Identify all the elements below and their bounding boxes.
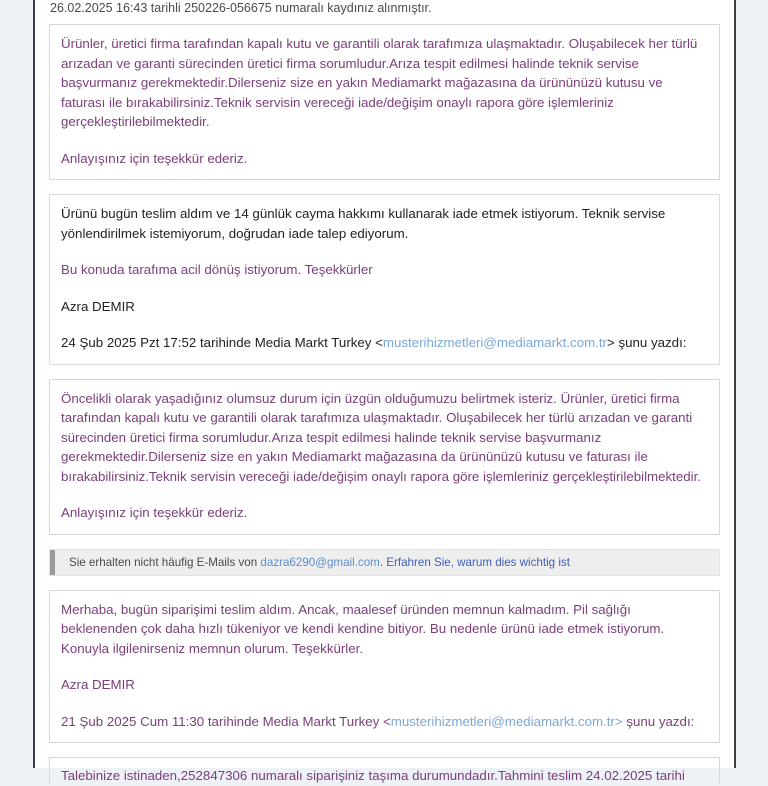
quote-1-paragraph-1: Ürünler, üretici firma tarafından kapalı kutu ve garantili olarak tarafımıza ulaşmaktadır. Oluşabilecek her türlü arızadan ve garanti sürecinden üretici firma sorumludur.Arıza tespit edilmesi halinde teknik servise başvurmanız gerekmektedir.Dilerseniz size en yakın Mediamarkt mağazasına da ürününüzü kutusu ve faturası ile bırakabilirsiniz.Teknik servisin vereceği iade/değişim onaylı rapora göre işlemleriniz gerçekleştirilebilmektedir. [61,36,698,129]
attribution-tail: şunu yazdı: [618,335,687,350]
reply-1-highlight: Bu konuda tarafıma acil dönüş istiyorum. Teşekkürler [61,262,373,277]
quote-block-3 [49,590,720,744]
quote-3-attribution-suffix: > [614,713,623,729]
email-content-column [35,0,734,783]
attribution-suffix: > [606,335,615,350]
quote-2-paragraph-2: Anlayışınız için teşekkür ederiz. [61,505,248,520]
sender-email-link[interactable]: musterihizmetleri@mediamarkt.com.tr [382,335,607,350]
page-rule-right [734,0,736,768]
notice-sender-email[interactable]: dazra6290@gmail.com [260,555,380,569]
quote-1-paragraph-2: Anlayışınız için teşekkür ederiz. [61,150,248,166]
quote-3-sender-email-link[interactable]: musterihizmetleri@mediamarkt.com.tr [390,713,615,729]
infrequent-sender-notice [49,549,720,576]
reply-1-body: Ürünü bugün teslim aldım ve 14 günlük cayma hakkımı kullanarak iade etmek istiyorum. Teknik servise yönlendirilmek istemiyorum, doğrudan iade talep ediyorum. [61,206,666,241]
notice-learn-more-link[interactable]: Erfahren Sie, warum dies wichtig ist [386,555,570,569]
quote-block-4-clipped [49,757,720,783]
reply-block-1 [49,194,720,365]
notice-separator: . [379,555,384,569]
notice-text-before: Sie erhalten nicht häufig E-Mails von [69,555,258,569]
quote-block-2 [49,379,720,535]
reply-1-signature: Azra DEMIR [61,298,135,314]
quote-3-signature: Azra DEMIR [61,677,135,692]
quote-3-body: Merhaba, bugün siparişimi teslim aldım. Ancak, maalesef üründen memnun kalmadım. Pil sağlığı beklenenden çok daha hızlı tükeniyor ve kendi kendine bitiyor. Bu nedenle ürünü iade etmek istiyorum. Konuyla ilgilenirseniz memnun olurum. Teşekkürler. [61,601,665,656]
quote-4-text: Talebinize istinaden,252847306 numaralı siparişiniz taşıma durumundadır.Tahmini teslim 24.02.2025 tarihi [61,768,685,783]
quote-3-attribution-prefix: 21 Şub 2025 Cum 11:30 tarihinde Media Markt Turkey < [61,713,391,729]
clipped-top-line: 26.02.2025 16:43 tarihli 250226-056675 numaralı kaydınız alınmıştır. [50,1,432,15]
notice-text [55,550,580,575]
reply-1-attribution [61,333,708,353]
quote-3-attribution-tail: şunu yazdı: [626,713,695,729]
quote-2-paragraph-1: Öncelikli olarak yaşadığınız olumsuz durum için üzgün olduğumuzu belirtmek isteriz. Ürünler, üretici firma tarafından kapalı kutu ve garantili olarak tarafımıza ulaşmaktadır. Oluşabilecek her türlü arızadan ve garanti sürecinden üretici firma sorumludur.Arıza tespit edilmesi halinde teknik servise başvurmanız gerekmektedir.Dilerseniz size en yakın Mediamarkt mağazasına da ürününüzü kutusu ve faturası ile bırakabilirsiniz.Teknik servisin vereceği iade/değişim onaylı rapora göre işlemleriniz gerçekleştirilebilmektedir. [61,390,701,484]
page-rule-left [33,0,35,768]
attribution-prefix: 24 Şub 2025 Pzt 17:52 tarihinde Media Markt Turkey < [61,335,383,350]
quote-3-attribution [61,712,708,732]
quote-block-1 [49,24,720,180]
